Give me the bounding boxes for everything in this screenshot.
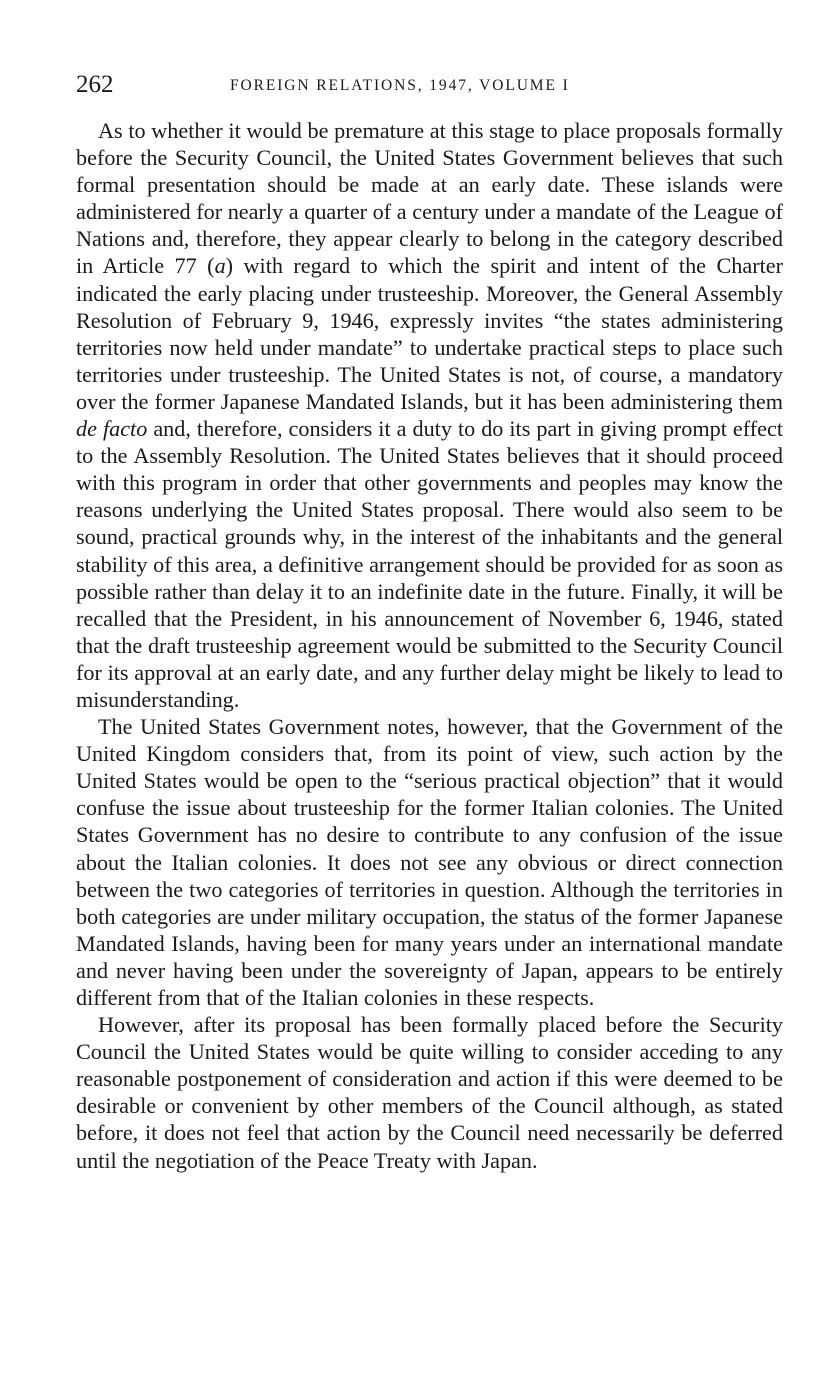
paragraph-3 (76, 1011, 783, 1174)
document-body (76, 117, 783, 1174)
running-title: FOREIGN RELATIONS, 1947, VOLUME I (230, 77, 570, 94)
page-header (76, 70, 784, 102)
paragraph-1-italic-a: a (214, 253, 226, 279)
paragraph-1 (76, 117, 783, 713)
paragraph-1-text-3: and, therefore, considers it a duty to do its part in giving prompt effect to the Assembly Resolution. The United States believes that it should proceed with this program in order that other governments and peoples may know the reasons underlying the United States proposal. There would also seem to be sound, practical grounds why, in the interest of the inhabitants and the general stability of this area, a definitive arrangement should be provided for as soon as possible rather than delay it to an indefinite date in the future. Finally, it will be recalled that the President, in his announcement of November 6, 1946, stated that the draft trusteeship agreement would be submitted to the Security Council for its approval at an early date, and any further delay might be likely to lead to misunderstanding. (76, 416, 783, 712)
paragraph-2 (76, 713, 783, 1011)
paragraph-1-text-1: As to whether it would be premature at this stage to place proposals formally before the Security Council, the United States Government believes that such formal presentation should be made at an early date. These islands were administered for nearly a quarter of a century under a mandate of the League of Nations and, therefore, they appear clearly to belong in the category described in Article 77 ( (76, 118, 783, 279)
paragraph-1-text-2: ) with regard to which the spirit and intent of the Charter indicated the early placing under trusteeship. Moreover, the General Assembly Resolution of February 9, 1946, expressly invites “the states administering territories now held under mandate” to undertake practical steps to place such territories under trusteeship. The United States is not, of course, a mandatory over the former Japanese Mandated Islands, but it has been administering them (76, 253, 784, 414)
paragraph-2-text: The United States Government notes, however, that the Government of the United Kingdom considers that, from its point of view, such action by the United States would be open to the “serious practical objection” that it would confuse the issue about trusteeship for the former Italian colonies. The United States Government has no desire to contribute to any confusion of the issue about the Italian colonies. It does not see any obvious or direct connection between the two categories of territories in question. Although the territories in both categories are under military occupation, the status of the former Japanese Mandated Islands, having been for many years under an international mandate and never having been under the sovereignty of Japan, appears to be entirely different from that of the Italian colonies in these respects. (76, 714, 783, 1010)
paragraph-1-italic-de-facto: de facto (76, 416, 148, 442)
paragraph-3-text: However, after its proposal has been formally placed before the Security Council the United States would be quite willing to consider acceding to any reasonable postponement of consideration and action if this were deemed to be desirable or convenient by other members of the Council although, as stated before, it does not feel that action by the Council need necessarily be deferred until the negotiation of the Peace Treaty with Japan. (76, 1012, 783, 1173)
page-number: 262 (76, 71, 114, 98)
